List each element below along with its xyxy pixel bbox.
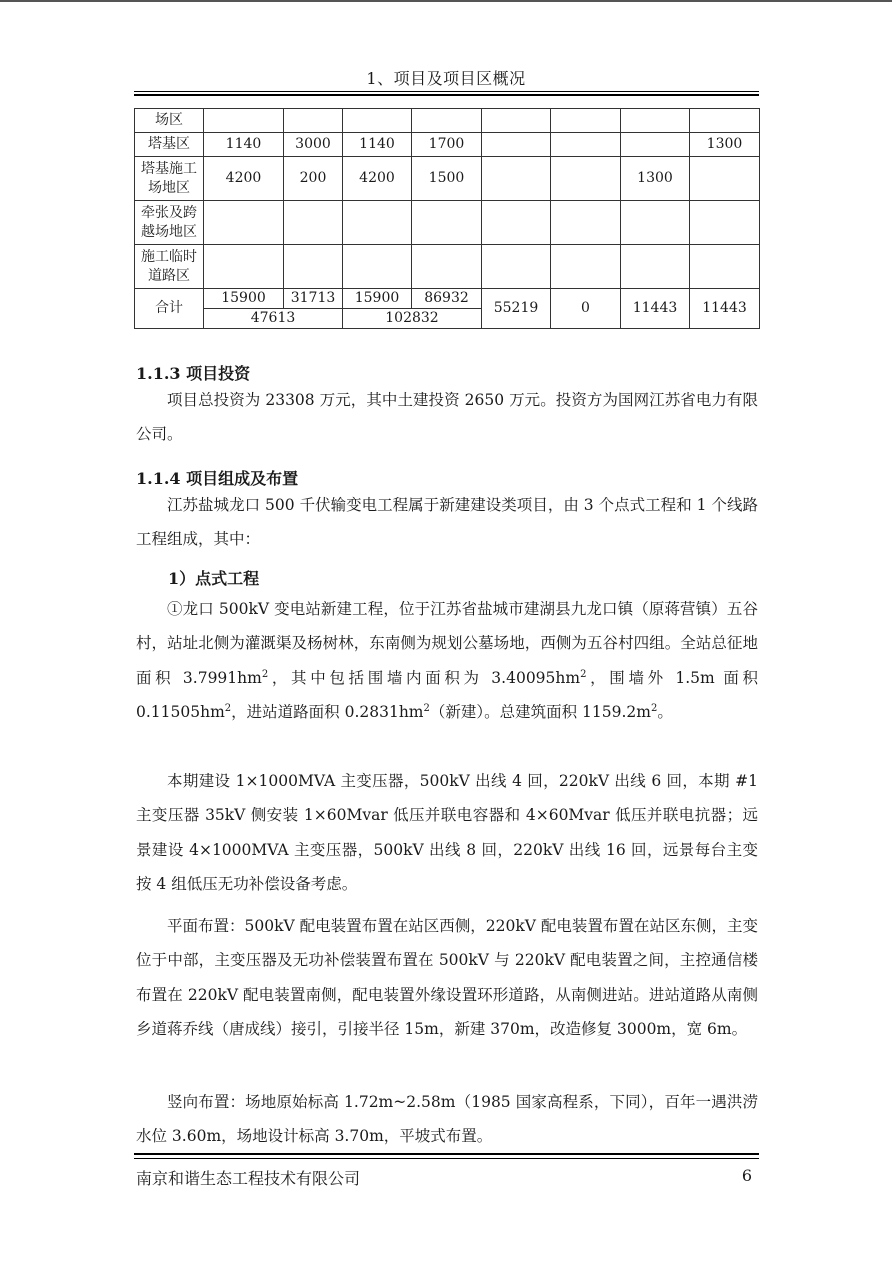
paragraph-plan-layout: 平面布置：500kV 配电装置布置在站区西侧，220kV 配电装置布置在站区东侧，主变位于中部，主变压器及无功补偿装置布置在 500kV 与 220kV 配电装置之间，主控通信楼布置在 220kV 配电装置南侧，配电装置外缘设置环形道路，从南侧进站。进站道路从南侧乡道蒋乔线（唐成线）接引，引接半径 15m，新建 370m，改造修复 3000m，宽 6m。	[136, 917, 758, 1038]
table-cell: 4200	[343, 157, 412, 201]
table-cell	[551, 109, 621, 133]
table-cell: 11443	[690, 289, 760, 329]
table-cell	[482, 109, 551, 133]
header-rule	[134, 91, 759, 92]
total-label: 合计	[135, 289, 204, 329]
table-cell: 1700	[412, 133, 482, 157]
section-heading-1-1-3: 1.1.3 项目投资	[136, 364, 251, 383]
table-cell	[284, 245, 343, 289]
merged-cell: 47613	[204, 309, 343, 329]
table-cell: 11443	[621, 289, 690, 329]
table-row	[135, 157, 760, 201]
table-cell: 31713	[284, 289, 343, 309]
table-cell: 1300	[690, 133, 760, 157]
table-cell	[204, 245, 284, 289]
table-cell	[690, 201, 760, 245]
table-cell	[284, 109, 343, 133]
top-border	[0, 0, 892, 2]
merged-cell: 102832	[343, 309, 482, 329]
table-cell	[284, 201, 343, 245]
table-cell	[690, 157, 760, 201]
table-cell: 15900	[204, 289, 284, 309]
total-row	[135, 289, 760, 309]
table-cell: 55219	[482, 289, 551, 329]
row-label: 施工临时 道路区	[135, 245, 204, 289]
table-cell	[551, 201, 621, 245]
table-cell	[412, 109, 482, 133]
table-cell: 200	[284, 157, 343, 201]
table-cell	[551, 157, 621, 201]
table-row	[135, 133, 760, 157]
table-cell: 15900	[343, 289, 412, 309]
paragraph-investment: 项目总投资为 23308 万元，其中土建投资 2650 万元。投资方为国网江苏省电力有限公司。	[136, 391, 758, 444]
table-cell	[621, 245, 690, 289]
table-cell	[343, 245, 412, 289]
paragraph-construction: 本期建设 1×1000MVA 主变压器，500kV 出线 4 回，220kV 出线 6 回，本期 #1 主变压器 35kV 侧安装 1×60Mvar 低压并联电容器和 4×60Mvar 低压并联电抗器；远景建设 4×1000MVA 主变压器，500kV 出线 8 回，220kV 出线 16 回，远景每台主变按 4 组低压无功补偿设备考虑。	[136, 772, 758, 893]
table-cell	[551, 245, 621, 289]
table-cell	[690, 109, 760, 133]
table-cell	[412, 201, 482, 245]
table-cell: 4200	[204, 157, 284, 201]
subheading-point-projects: 1）点式工程	[168, 569, 260, 588]
table-cell	[412, 245, 482, 289]
table-cell: 1300	[621, 157, 690, 201]
table-cell: 3000	[284, 133, 343, 157]
table-cell	[621, 201, 690, 245]
table-cell: 0	[551, 289, 621, 329]
footer-rule	[134, 1158, 759, 1159]
running-header: 1、项目及项目区概况	[366, 69, 526, 88]
table-cell	[690, 245, 760, 289]
table-cell: 1140	[204, 133, 284, 157]
table-cell: 86932	[412, 289, 482, 309]
table-cell	[482, 245, 551, 289]
footer-rule-thick	[134, 1153, 759, 1155]
table-cell	[621, 133, 690, 157]
table-row	[135, 201, 760, 245]
table-cell	[551, 133, 621, 157]
table-cell	[204, 109, 284, 133]
row-label: 塔基区	[135, 133, 204, 157]
header-rule-thick	[134, 94, 759, 96]
table-cell	[204, 201, 284, 245]
table-cell: 1140	[343, 133, 412, 157]
table-row	[135, 245, 760, 289]
table-cell	[343, 201, 412, 245]
table-cell: 1500	[412, 157, 482, 201]
table-cell	[482, 157, 551, 201]
table-cell	[343, 109, 412, 133]
paragraph-composition: 江苏盐城龙口 500 千伏输变电工程属于新建建设类项目，由 3 个点式工程和 1 个线路工程组成，其中：	[136, 496, 758, 549]
paragraph-vertical-layout: 竖向布置：场地原始标高 1.72m~2.58m（1985 国家高程系，下同），百年一遇洪涝水位 3.60m，场地设计标高 3.70m，平坡式布置。	[136, 1093, 758, 1146]
section-heading-1-1-4: 1.1.4 项目组成及布置	[136, 469, 299, 488]
land-area-table	[134, 108, 760, 329]
table-cell	[482, 133, 551, 157]
footer-company: 南京和谐生态工程技术有限公司	[136, 1169, 361, 1188]
paragraph-substation: ①龙口 500kV 变电站新建工程，位于江苏省盐城市建湖县九龙口镇（原蒋营镇）五谷村，站址北侧为灌溉渠及杨树林，东南侧为规划公墓场地，西侧为五谷村四组。全站总征地面积 $3.7991hm^2$，其中包括围墙内面积为 $3.40095hm^2$，围墙外 1.5m 面积 $0.11505hm^2$，进站道路面积 $0.2831hm^2$（新建）。总建筑面积 $1159.2m^2$。	[136, 600, 758, 721]
table-cell	[482, 201, 551, 245]
row-label: 场区	[135, 109, 204, 133]
row-label: 塔基施工 场地区	[135, 157, 204, 201]
row-label: 牵张及跨 越场地区	[135, 201, 204, 245]
table-row	[135, 109, 760, 133]
table-cell	[621, 109, 690, 133]
page-number: 6	[741, 1166, 752, 1185]
